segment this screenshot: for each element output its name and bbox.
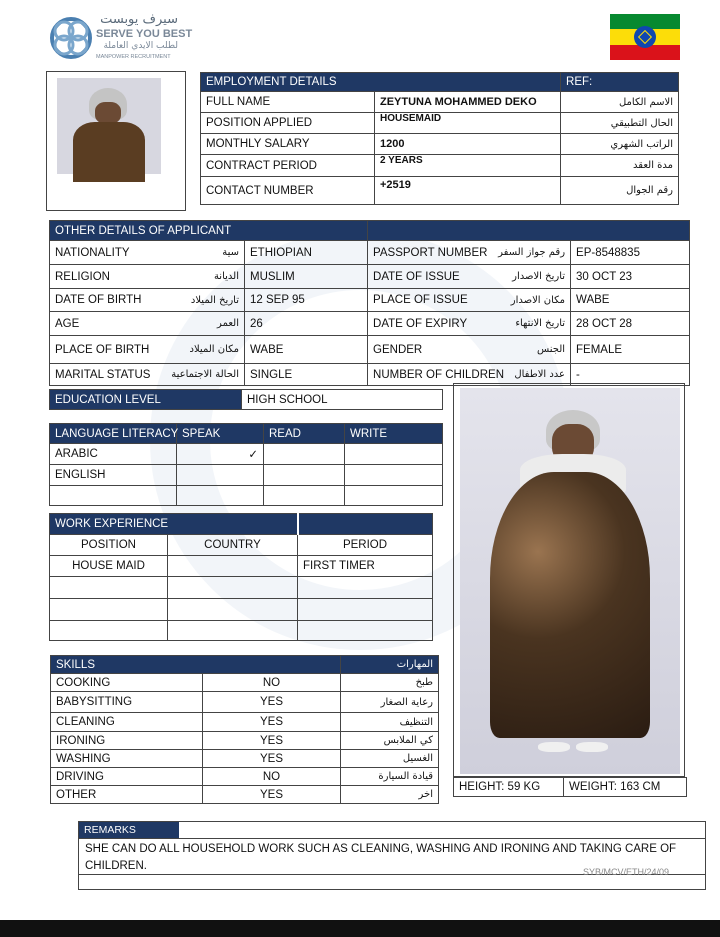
position-value: HOUSEMAID (375, 113, 561, 134)
table-row (50, 599, 433, 621)
employment-details-table (200, 72, 679, 205)
position-label: POSITION APPLIED (201, 113, 375, 134)
dob-label: DATE OF BIRTH (50, 289, 160, 312)
table-row (50, 336, 690, 364)
position-ar: الحال التطبيقي (561, 113, 679, 134)
table-row (50, 312, 690, 336)
skills-header: SKILLS (51, 656, 341, 674)
salary-value: 1200 (375, 134, 561, 155)
table-row (50, 577, 433, 599)
ethiopia-flag-icon (610, 14, 680, 60)
height-value: HEIGHT: 59 KG (454, 778, 564, 797)
expiry-label: DATE OF EXPIRY (368, 312, 473, 336)
education-label: EDUCATION LEVEL (50, 390, 242, 410)
speak-check-icon: ✓ (177, 444, 264, 465)
skills-table (50, 655, 439, 804)
table-row (50, 241, 690, 265)
gender-label: GENDER (368, 336, 473, 364)
passport-ar: رقم جواز السفر (473, 241, 571, 265)
logo-arabic-name: سيرف يوبست (100, 12, 178, 27)
table-row (201, 134, 679, 155)
age-label: AGE (50, 312, 160, 336)
table-row (201, 113, 679, 134)
logo-knot-icon (48, 14, 94, 62)
age-ar: العمر (160, 312, 245, 336)
full-name-label: FULL NAME (201, 92, 375, 113)
table-row: DRIVING NO قيادة السيارة (51, 768, 439, 786)
issue-place-value: WABE (571, 289, 690, 312)
company-logo (48, 12, 193, 64)
language-table (49, 423, 443, 506)
remarks-text: SHE CAN DO ALL HOUSEHOLD WORK SUCH AS CLEANING, WASHING AND IRONING AND TAKING CARE OF CHILDREN. (85, 843, 677, 872)
contract-value: 2 YEARS (375, 155, 561, 177)
marital-label: MARITAL STATUS (50, 364, 160, 386)
work-experience-table (49, 513, 433, 641)
logo-arabic-sub: لطلب الايدي العاملة (103, 41, 178, 51)
contact-label: CONTACT NUMBER (201, 177, 375, 205)
measurements-table (453, 777, 687, 797)
expiry-value: 28 OCT 28 (571, 312, 690, 336)
birth-place-ar: مكان الميلاد (160, 336, 245, 364)
issue-date-value: 30 OCT 23 (571, 265, 690, 289)
logo-english-sub: MANPOWER RECRUITMENT (96, 54, 171, 60)
full-name-value: ZEYTUNA MOHAMMED DEKO (375, 92, 561, 113)
weight-value: WEIGHT: 163 CM (564, 778, 687, 797)
religion-label: RELIGION (50, 265, 160, 289)
document-code: SYB/MCV/ETH/24/09 (583, 867, 670, 877)
contract-label: CONTRACT PERIOD (201, 155, 375, 177)
table-row: OTHER YES اخر (51, 786, 439, 804)
age-value: 26 (245, 312, 368, 336)
children-value: - (571, 364, 690, 386)
table-row (50, 486, 443, 506)
applicant-photo-full (460, 388, 680, 774)
remarks-header: REMARKS (79, 822, 179, 838)
religion-ar: الديانة (160, 265, 245, 289)
marital-value: SINGLE (245, 364, 368, 386)
period-column: PERIOD (298, 535, 433, 556)
nationality-ar: سية (160, 241, 245, 265)
language-name: ARABIC (50, 444, 177, 465)
country-column: COUNTRY (168, 535, 298, 556)
dob-ar: تاريخ الميلاد (160, 289, 245, 312)
issue-place-label: PLACE OF ISSUE (368, 289, 473, 312)
contract-ar: مدة العقد (561, 155, 679, 177)
skills-header-ar: المهارات (341, 656, 439, 674)
applicant-photo-full-frame (453, 383, 685, 777)
applicant-photo-small (57, 78, 161, 174)
table-row: CLEANING YES التنظيف (51, 713, 439, 732)
salary-ar: الراتب الشهري (561, 134, 679, 155)
table-row (201, 92, 679, 113)
full-name-ar: الاسم الكامل (561, 92, 679, 113)
applicant-photo-small-frame (46, 71, 186, 211)
read-header: READ (264, 424, 345, 444)
table-row: COOKING NO طبخ (51, 674, 439, 692)
religion-value: MUSLIM (245, 265, 368, 289)
marital-ar: الحالة الاجتماعية (160, 364, 245, 386)
table-row: HOUSE MAID FIRST TIMER (50, 556, 433, 577)
write-header: WRITE (345, 424, 443, 444)
remarks-box (78, 821, 706, 890)
gender-ar: الجنس (473, 336, 571, 364)
table-row (50, 444, 443, 465)
table-row (50, 465, 443, 486)
education-table (49, 389, 443, 410)
issue-place-ar: مكان الاصدار (473, 289, 571, 312)
nationality-value: ETHIOPIAN (245, 241, 368, 265)
table-row (201, 155, 679, 177)
nationality-label: NATIONALITY (50, 241, 160, 265)
employment-header: EMPLOYMENT DETAILS (201, 73, 561, 92)
table-row: IRONING YES كي الملابس (51, 732, 439, 750)
table-row (50, 265, 690, 289)
position-column: POSITION (50, 535, 168, 556)
language-name: ENGLISH (50, 465, 177, 486)
other-details-header: OTHER DETAILS OF APPLICANT (50, 221, 368, 241)
issue-date-ar: تاريخ الاصدار (473, 265, 571, 289)
children-label: NUMBER OF CHILDREN (368, 364, 473, 386)
education-value: HIGH SCHOOL (242, 390, 443, 410)
other-details-table (49, 220, 690, 386)
table-row: WASHING YES الغسيل (51, 750, 439, 768)
logo-english-name: SERVE YOU BEST (96, 28, 193, 40)
expiry-ar: تاريخ الانتهاء (473, 312, 571, 336)
dob-value: 12 SEP 95 (245, 289, 368, 312)
contact-ar: رقم الجوال (561, 177, 679, 205)
birth-place-value: WABE (245, 336, 368, 364)
birth-place-label: PLACE OF BIRTH (50, 336, 160, 364)
table-row (50, 289, 690, 312)
speak-header: SPEAK (177, 424, 264, 444)
table-row (50, 621, 433, 641)
passport-value: EP-8548835 (571, 241, 690, 265)
work-experience-header: WORK EXPERIENCE (50, 514, 298, 535)
issue-date-label: DATE OF ISSUE (368, 265, 473, 289)
language-header: LANGUAGE LITERACY (50, 424, 177, 444)
ref-label: REF: (561, 73, 679, 92)
table-row: BABYSITTING YES رعاية الصغار (51, 692, 439, 713)
table-row (201, 177, 679, 205)
salary-label: MONTHLY SALARY (201, 134, 375, 155)
passport-label: PASSPORT NUMBER (368, 241, 473, 265)
children-ar: عدد الاطفال (473, 364, 571, 386)
gender-value: FEMALE (571, 336, 690, 364)
contact-value: +2519 (375, 177, 561, 205)
bottom-bar (0, 920, 720, 937)
